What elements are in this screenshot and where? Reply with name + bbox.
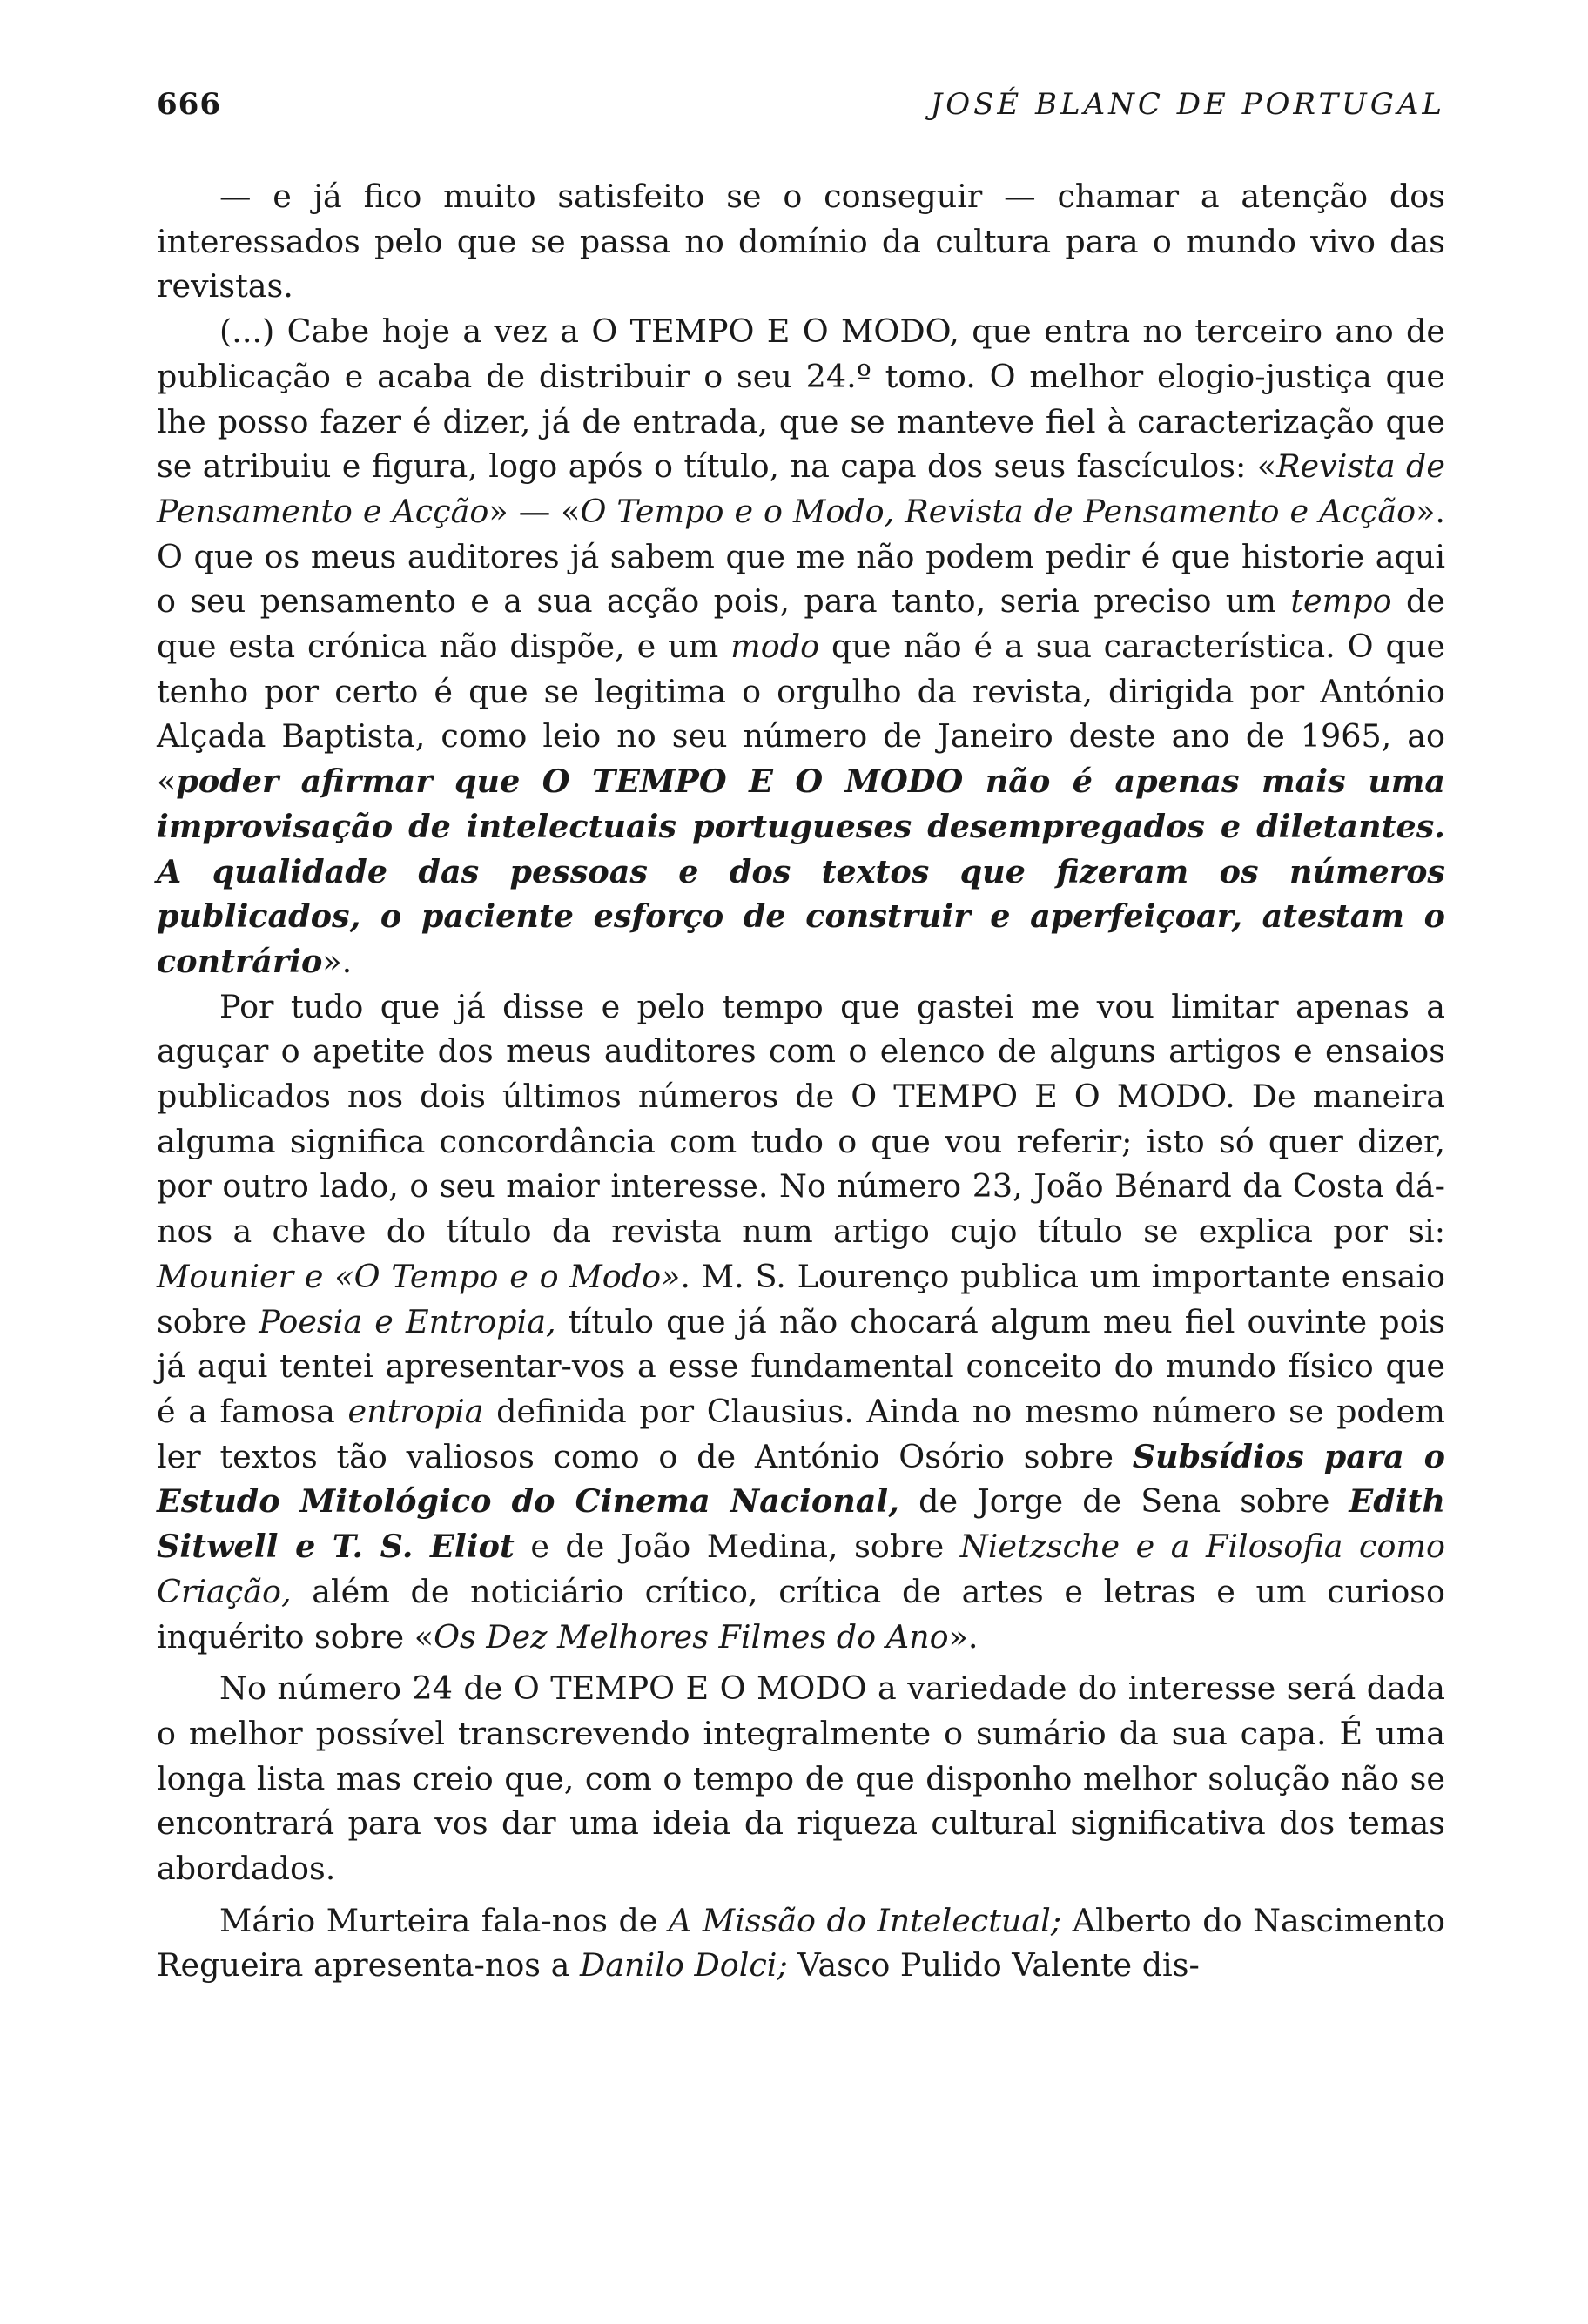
paragraph-4: No número 24 de O TEMPO E O MODO a variedade do interesse será dada o melhor possível transcrevendo integralmente o sumário da sua capa. É uma longa lista mas creio que, com o tempo de que disponho melhor solução não se encontrará para vos dar uma ideia da riqueza cultural significativa dos temas abordados. <box>157 1669 1445 1888</box>
article-title: A Missão do Intelectual; <box>668 1901 1062 1939</box>
article-title: Edith Sitwell e T. S. Eliot <box>157 1482 1445 1566</box>
quotation: poder afirmar que O TEMPO E O MODO não é apenas mais uma improvisação de intelectuais portugueses desempregados e diletantes. A qualidade das pessoas e dos textos que fizeram os números publicados, o paciente esforço de construir e aperfeiçoar, atestam o contrário <box>157 762 1445 980</box>
running-title: JOSÉ BLANC DE PORTUGAL <box>930 87 1445 122</box>
article-title: Poesia e Entropia, <box>259 1302 556 1340</box>
page-header <box>157 87 1445 131</box>
article-title: Os Dez Melhores Filmes do Ano <box>434 1617 949 1656</box>
article-title: Subsídios para o Estudo Mitológico do Cinema Nacional, <box>157 1437 1445 1521</box>
page-number: 666 <box>157 87 221 122</box>
paragraph-5: Mário Murteira fala-nos de A Missão do Intelectual; Alberto do Nascimento Regueira apresenta-nos a Danilo Dolci; Vasco Pulido Valente dis- <box>157 1901 1445 1985</box>
magazine-full-title: O Tempo e o Modo, Revista de Pensamento e Acção <box>580 492 1416 530</box>
paragraph-2: (...) Cabe hoje a vez a O TEMPO E O MODO, que entra no terceiro ano de publicação e acaba de distribuir o seu 24.º tomo. O melhor elogio-justiça que lhe posso fazer é dizer, já de entrada, que se manteve fiel à caracterização que se atribuiu e figura, logo após o título, na capa dos seus fascículos: «Revista de Pensamento e Acção» — «O Tempo e o Modo, Revista de Pensamento e Acção». O que os meus auditores já sabem que me não podem pedir é que historie aqui o seu pensamento e a sua acção pois, para tanto, seria preciso um tempo de que esta crónica não dispõe, e um modo que não é a sua característica. O que tenho por certo é que se legitima o orgulho da revista, dirigida por António Alçada Baptista, como leio no seu número de Janeiro deste ano de 1965, ao «poder afirmar que O TEMPO E O MODO não é apenas mais uma improvisação de intelectuais portugueses desempregados e diletantes. A qualidade das pessoas e dos textos que fizeram os números publicados, o paciente esforço de construir e aperfeiçoar, atestam o contrário». <box>157 312 1445 980</box>
paragraph-1: — e já fico muito satisfeito se o conseguir — chamar a atenção dos interessados pelo que se passa no domínio da cultura para o mundo vivo das revistas. <box>157 178 1445 306</box>
article-title: Nietzsche e a Filosofia como Criação, <box>157 1528 1446 1610</box>
paragraph-3: Por tudo que já disse e pelo tempo que gastei me vou limitar apenas a aguçar o apetite dos meus auditores com o elenco de alguns artigos e ensaios publicados nos dois últimos números de O TEMPO E O MODO. De maneira alguma significa concordância com tudo o que vou referir; isto só quer dizer, por outro lado, o seu maior interesse. No número 23, João Bénard da Costa dá-nos a chave do título da revista num artigo cujo título se explica por si: Mounier e «O Tempo e o Modo». M. S. Lourenço publica um importante ensaio sobre Poesia e Entropia, título que já não chocará algum meu fiel ouvinte pois já aqui tentei apresentar-vos a esse fundamental conceito do mundo físico que é a famosa entropia definida por Clausius. Ainda no mesmo número se podem ler textos tão valiosos como o de António Osório sobre Subsídios para o Estudo Mitológico do Cinema Nacional, de Jorge de Sena sobre Edith Sitwell e T. S. Eliot e de João Medina, sobre Nietzsche e a Filosofia como Criação, além de noticiário crítico, crítica de artes e letras e um curioso inquérito sobre «Os Dez Melhores Filmes do Ano». <box>157 987 1446 1656</box>
body-text <box>157 174 1445 1988</box>
magazine-subtitle: Revista de Pensamento e Acção <box>157 447 1445 530</box>
article-title: Mounier e «O Tempo e o Modo» <box>157 1257 681 1295</box>
article-title: Danilo Dolci; <box>580 1946 788 1985</box>
